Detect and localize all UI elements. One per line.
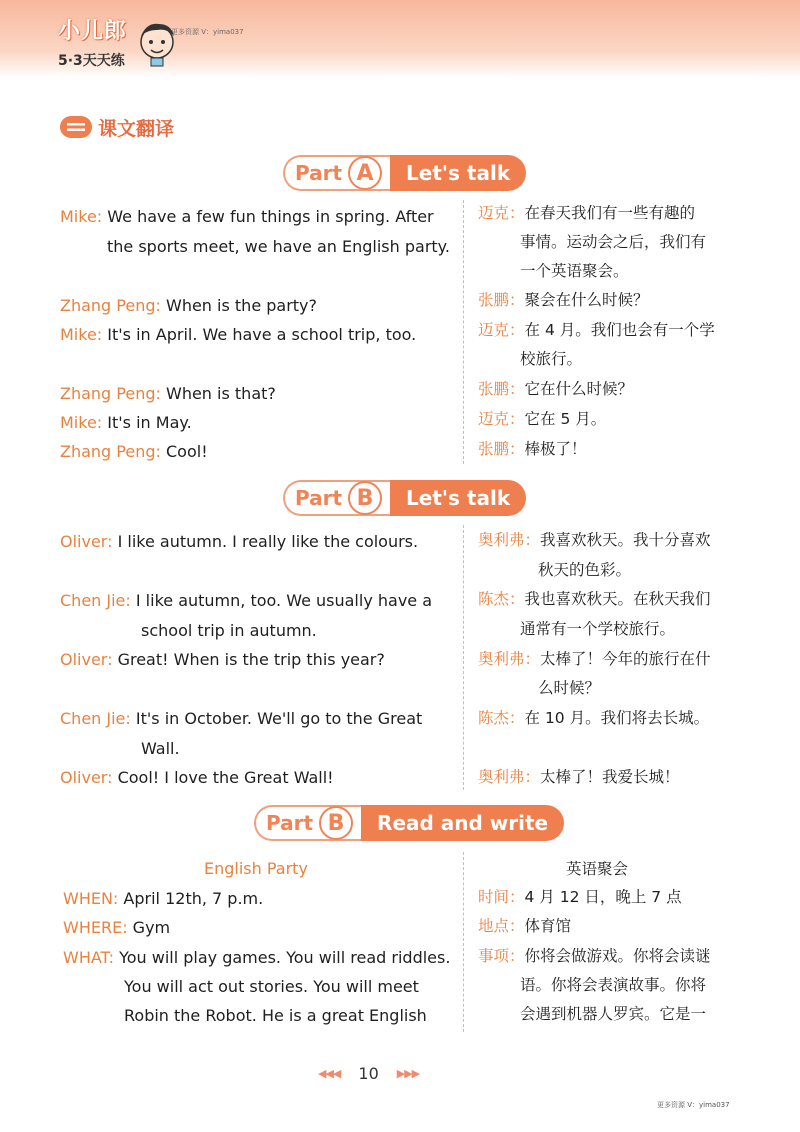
- translation-line: 张鹏：它在什么时候？: [478, 380, 634, 398]
- translation-line: 张鹏：聚会在什么时候？: [478, 291, 649, 309]
- translation-line: 奥利弗：太棒了！今年的旅行在什: [478, 650, 711, 668]
- translation-line: 事情。运动会之后，我们有: [520, 233, 707, 251]
- dialogue-line: Zhang Peng: Cool!: [60, 442, 208, 461]
- dialogue-line: Oliver: I like autumn. I really like the colours.: [60, 532, 419, 551]
- notice-translation-line: 事项：你将会做游戏。你将会读谜: [478, 947, 711, 965]
- speaker-name: Mike:: [60, 413, 103, 432]
- speaker-name: 迈克：: [478, 410, 525, 428]
- notice-line: Robin the Robot. He is a great English: [124, 1006, 427, 1025]
- translation-line: 校旅行。: [520, 350, 583, 368]
- banner-part-label: Part B: [254, 805, 361, 841]
- dialogue-line: Chen Jie: It's in October. We'll go to the Great: [60, 709, 423, 728]
- translation-line: 陈杰：在 10 月。我们将去长城。: [478, 709, 710, 727]
- translation-line: 迈克：它在 5 月。: [478, 410, 607, 428]
- notice-line: WHEN: April 12th, 7 p.m.: [63, 889, 264, 908]
- notice-label: WHEN:: [63, 889, 119, 908]
- notice-title-zh: 英语聚会: [566, 860, 629, 878]
- speaker-name: 张鹏：: [478, 291, 525, 309]
- notice-translation-line: 时间：4 月 12 日，晚上 7 点: [478, 888, 682, 906]
- speaker-name: Chen Jie:: [60, 709, 131, 728]
- notice-label: 时间：: [478, 888, 525, 906]
- notice-line: WHERE: Gym: [63, 918, 171, 937]
- speaker-name: 张鹏：: [478, 380, 525, 398]
- speaker-name: 迈克：: [478, 204, 525, 222]
- translation-line: 一个英语聚会。: [520, 262, 629, 280]
- footer-watermark: 更多资源 V：yima037: [657, 1101, 730, 1109]
- dialogue-line: Zhang Peng: When is the party?: [60, 296, 318, 315]
- part-letter-badge: B: [319, 806, 353, 840]
- translation-line: 奥利弗：我喜欢秋天。我十分喜欢: [478, 531, 711, 549]
- banner-title: Read and write: [361, 805, 564, 841]
- dialogue-line: the sports meet, we have an English party.: [107, 237, 450, 256]
- speaker-name: 奥利弗：: [478, 531, 541, 549]
- speaker-name: Oliver:: [60, 650, 113, 669]
- section-bars-icon: [60, 116, 92, 138]
- dialogue-line: school trip in autumn.: [141, 621, 317, 640]
- page-number: 10: [358, 1064, 379, 1083]
- translation-line: 陈杰：我也喜欢秋天。在秋天我们: [478, 590, 711, 608]
- dialogue-line: Chen Jie: I like autumn, too. We usually have a: [60, 591, 433, 610]
- page-navigation: [318, 1064, 419, 1083]
- part-letter-badge: B: [348, 481, 382, 515]
- previous-page-arrows-icon[interactable]: ◀◀◀: [318, 1067, 341, 1080]
- notice-label: 地点：: [478, 917, 525, 935]
- speaker-name: 迈克：: [478, 321, 525, 339]
- dialogue-line: Mike: It's in April. We have a school trip, too.: [60, 325, 417, 344]
- speaker-name: Oliver:: [60, 768, 113, 787]
- notice-translation-line: 会遇到机器人罗宾。它是一: [520, 1005, 707, 1023]
- translation-line: 迈克：在 4 月。我们也会有一个学: [478, 321, 715, 339]
- part-letter-badge: A: [348, 156, 382, 190]
- banner-part-label: Part B: [283, 480, 390, 516]
- column-divider: [463, 852, 464, 1032]
- column-divider: [463, 525, 464, 790]
- speaker-name: 张鹏：: [478, 440, 525, 458]
- section-title: [60, 114, 174, 140]
- section-title-text: 课文翻译: [98, 117, 175, 140]
- speaker-name: Chen Jie:: [60, 591, 131, 610]
- speaker-name: Mike:: [60, 325, 103, 344]
- speaker-name: 奥利弗：: [478, 768, 541, 786]
- notice-label: WHAT:: [63, 948, 114, 967]
- translation-line: 张鹏：棒极了！: [478, 440, 587, 458]
- banner-part-a-lets-talk: [283, 155, 526, 191]
- dialogue-line: Mike: We have a few fun things in spring. After: [60, 207, 434, 226]
- speaker-name: Zhang Peng:: [60, 384, 161, 403]
- banner-part-b-read-and-write: [254, 805, 564, 841]
- speaker-name: Oliver:: [60, 532, 113, 551]
- speaker-name: 陈杰：: [478, 590, 525, 608]
- translation-line: 秋天的色彩。: [538, 561, 632, 579]
- dialogue-line: Oliver: Great! When is the trip this year?: [60, 650, 385, 669]
- dialogue-line: Oliver: Cool! I love the Great Wall!: [60, 768, 334, 787]
- translation-line: 通常有一个学校旅行。: [520, 620, 676, 638]
- notice-line: You will act out stories. You will meet: [124, 977, 419, 996]
- column-divider: [463, 200, 464, 464]
- translation-line: 么时候？: [538, 679, 601, 697]
- next-page-arrows-icon[interactable]: ▶▶▶: [396, 1067, 420, 1080]
- translation-line: 迈克：在春天我们有一些有趣的: [478, 204, 696, 222]
- header-watermark: 更多资源 V：yima037: [171, 28, 244, 36]
- dialogue-line: Mike: It's in May.: [60, 413, 192, 432]
- banner-title: Let's talk: [390, 155, 526, 191]
- speaker-name: Mike:: [60, 207, 103, 226]
- notice-label: WHERE:: [63, 918, 128, 937]
- banner-title: Let's talk: [390, 480, 526, 516]
- speaker-name: Zhang Peng:: [60, 296, 161, 315]
- dialogue-line: Zhang Peng: When is that?: [60, 384, 276, 403]
- speaker-name: 陈杰：: [478, 709, 525, 727]
- series-name: 5·3天天练: [58, 53, 125, 69]
- brand-logo: 小儿郎: [58, 19, 128, 44]
- speaker-name: Zhang Peng:: [60, 442, 161, 461]
- speaker-name: 奥利弗：: [478, 650, 541, 668]
- notice-line: WHAT: You will play games. You will read riddles.: [63, 948, 451, 967]
- translation-line: 奥利弗：太棒了！我爱长城！: [478, 768, 680, 786]
- banner-part-b-lets-talk: [283, 480, 526, 516]
- banner-part-label: Part A: [283, 155, 390, 191]
- page-header: [0, 0, 800, 78]
- notice-translation-line: 语。你将会表演故事。你将: [520, 976, 707, 994]
- notice-translation-line: 地点：体育馆: [478, 917, 572, 935]
- notice-title: English Party: [204, 859, 308, 878]
- dialogue-line: Wall.: [141, 739, 180, 758]
- notice-label: 事项：: [478, 947, 525, 965]
